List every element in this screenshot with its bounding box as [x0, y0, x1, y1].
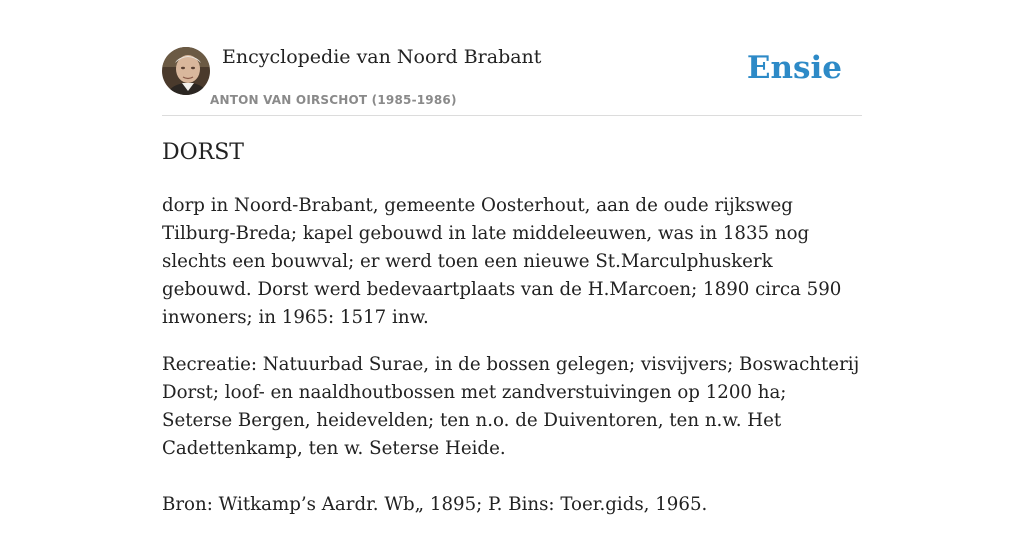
entry-body — [162, 192, 862, 538]
author-portrait-icon — [162, 47, 210, 95]
header-divider — [162, 115, 862, 116]
entry-title: DORST — [162, 140, 244, 165]
source-title[interactable]: Encyclopedie van Noord Brabant — [222, 46, 542, 68]
author-name[interactable]: ANTON VAN OIRSCHOT (1985-1986) — [210, 93, 457, 107]
ensie-logo[interactable]: Ensie — [746, 50, 842, 86]
entry-source: Bron: Witkamp’s Aardr. Wb„ 1895; P. Bins: Toer.gids, 1965. — [162, 494, 708, 515]
entry-paragraph: dorp in Noord-Brabant, gemeente Oosterhout, aan de oude rijksweg Tilburg-Breda; kapel gebouwd in late middeleeuwen, was in 1835 nog slechts een bouwval; er werd toen een nieuwe St.Marculphuskerk gebouwd. Dorst werd bedevaartplaats van de H.Marcoen; 1890 circa 590 inwoners; in 1965: 1517 inw. — [162, 195, 842, 328]
entry-paragraph: Recreatie: Natuurbad Surae, in de bossen gelegen; visvijvers; Boswachterij Dorst; loof- en naaldhoutbossen met zandverstuivingen op 1200 ha; Seterse Bergen, heidevelden; ten n.o. de Duiventoren, ten n.w. Het Cadettenkamp, ten w. Seterse Heide. — [162, 354, 860, 459]
author-avatar[interactable] — [162, 47, 210, 95]
